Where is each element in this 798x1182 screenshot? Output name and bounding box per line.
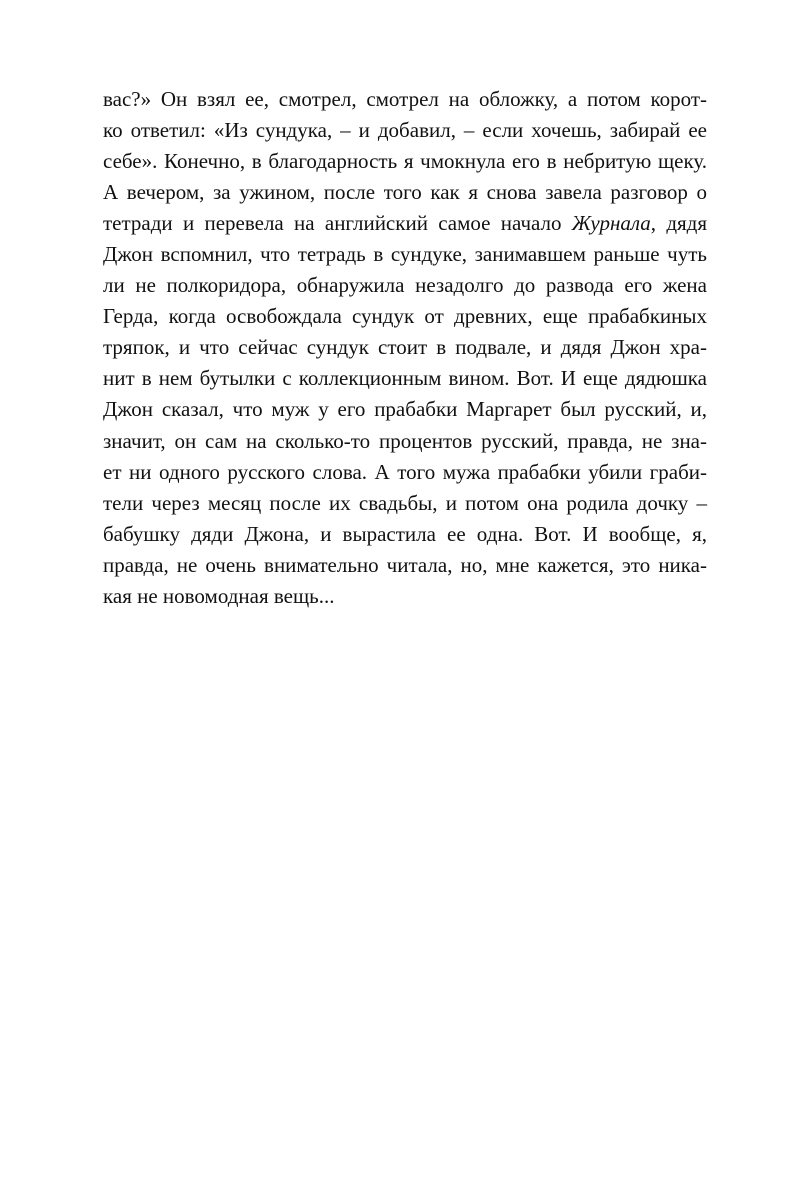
- text-line-last: кая не новомодная вещь...: [103, 583, 335, 608]
- text-line: бабушку дяди Джона, и вырастила ее одна. Вот. И вообще, я,: [103, 521, 707, 546]
- text-line: ли не полкоридора, обнаружила незадолго до развода его жена: [103, 273, 707, 298]
- text-fragment: тетради и перевела на английский самое начало: [103, 211, 572, 236]
- body-text: [103, 84, 707, 612]
- journal-title-italic: Журнала: [571, 211, 651, 236]
- text-line: Джон вспомнил, что тетрадь в сундуке, занимавшем раньше чуть: [103, 242, 707, 267]
- text-line: вас?» Он взял ее, смотрел, смотрел на обложку, а потом корот-: [103, 87, 707, 111]
- text-line: [103, 208, 707, 239]
- text-line: А вечером, за ужином, после того как я снова завела разговор о: [103, 180, 707, 205]
- text-line: ко ответил: «Из сундука, – и добавил, – если хочешь, забирай ее: [103, 118, 707, 143]
- text-line: себе». Конечно, в благодарность я чмокнула его в небритую щеку.: [103, 149, 707, 174]
- text-line: Джон сказал, что муж у его прабабки Маргарет был русский, и,: [103, 397, 707, 422]
- text-fragment: , дядя: [650, 211, 708, 236]
- text-line: значит, он сам на сколько-то процентов русский, правда, не зна-: [103, 428, 707, 453]
- text-line: ет ни одного русского слова. А того мужа прабабки убили граби-: [103, 459, 707, 484]
- text-line: тряпок, и что сейчас сундук стоит в подвале, и дядя Джон хра-: [103, 335, 707, 360]
- text-line: тели через месяц после их свадьбы, и потом она родила дочку –: [103, 490, 707, 515]
- text-line: Герда, когда освобождала сундук от древних, еще прабабкиных: [103, 304, 707, 329]
- text-line: нит в нем бутылки с коллекционным вином. Вот. И еще дядюшка: [103, 366, 707, 391]
- text-line: правда, не очень внимательно читала, но, мне кажется, это ника-: [103, 552, 707, 577]
